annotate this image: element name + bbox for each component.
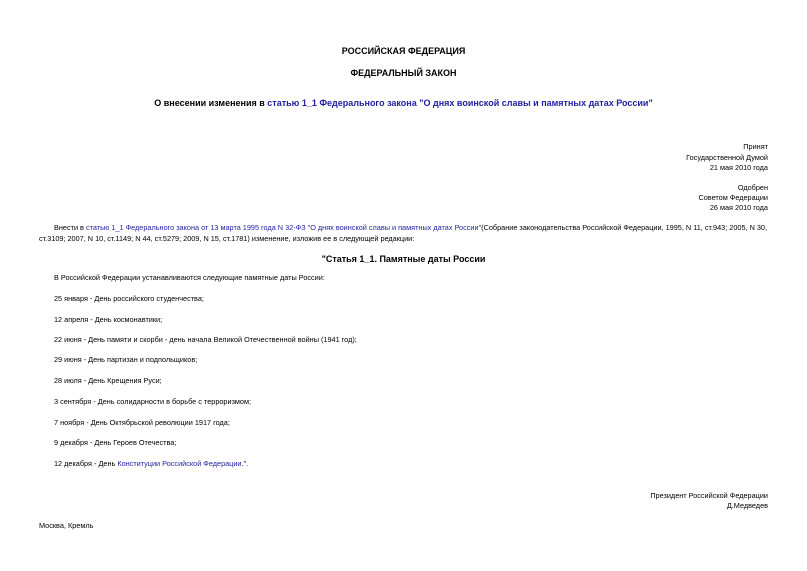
accepted-date: 21 мая 2010 года <box>709 163 768 172</box>
approved-date: 26 мая 2010 года <box>709 203 768 212</box>
signature-name: Д.Медведев <box>726 501 768 510</box>
signing-place: Москва, Кремль <box>39 521 94 530</box>
accepted-word: Принят <box>743 142 768 151</box>
law-title-prefix: О внесении изменения в <box>154 98 268 108</box>
signature-position: Президент Российской Федерации <box>650 491 768 500</box>
law-title-link[interactable]: статью 1_1 Федерального закона "О днях воинской славы и памятных датах России" <box>267 98 653 108</box>
article-lead: В Российской Федерации устанавливаются следующие памятные даты России: <box>54 273 325 282</box>
constitution-link[interactable]: Конституции Российской Федерации <box>117 459 242 468</box>
list-item: 25 января - День российского студенчества; <box>54 294 204 303</box>
list-item-last <box>54 459 248 468</box>
intro-paragraph <box>39 222 769 244</box>
country-heading: РОССИЙСКАЯ ФЕДЕРАЦИЯ <box>341 46 466 56</box>
last-date-prefix: 12 декабря - День <box>54 459 118 468</box>
last-date-suffix: .". <box>241 459 249 468</box>
article-heading: "Статья 1_1. Памятные даты России <box>321 254 486 264</box>
list-item: 28 июля - День Крещения Руси; <box>54 376 162 385</box>
list-item: 12 апреля - День космонавтики; <box>54 315 163 324</box>
intro-suffix: (Собрание законодательства Российской Федерации, 1995, N 11, ст.943; 2005, N 30, ст.3109; 2007, N 10, ст.1149; N 44, ст.5279; 2009, N 15, ст.1781) изменение, изложив ее в следующей редакции: <box>39 223 768 243</box>
intro-prefix: Внести в <box>54 223 86 232</box>
accepted-by: Государственной Думой <box>686 153 768 162</box>
list-item: 22 июня - День памяти и скорби - день начала Великой Отечественной войны (1941 год); <box>54 335 357 344</box>
approved-by: Советом Федерации <box>698 193 768 202</box>
list-item: 9 декабря - День Героев Отечества; <box>54 438 177 447</box>
list-item: 7 ноября - День Октябрьской революции 1917 года; <box>54 418 230 427</box>
doc-type-heading: ФЕДЕРАЛЬНЫЙ ЗАКОН <box>350 68 457 78</box>
list-item: 29 июня - День партизан и подпольщиков; <box>54 355 198 364</box>
list-item: 3 сентября - День солидарности в борьбе с терроризмом; <box>54 397 252 406</box>
approved-word: Одобрен <box>737 183 768 192</box>
law-title <box>0 98 807 108</box>
intro-link[interactable]: статью 1_1 Федерального закона от 13 марта 1995 года N 32-ФЗ "О днях воинской славы и памятных датах России" <box>85 223 482 232</box>
